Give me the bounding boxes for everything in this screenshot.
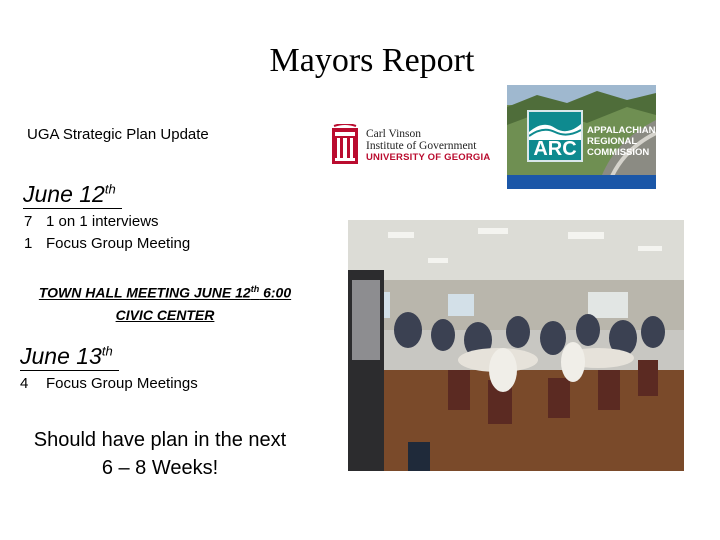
uga-line2: Institute of Government: [366, 140, 477, 152]
closing-line1: Should have plan in the next: [33, 429, 287, 451]
townhall-line1: TOWN HALL MEETING JUNE 12th 6:00: [38, 284, 292, 301]
june12-date-sup: th: [104, 181, 116, 197]
june12-date-main: June 12: [23, 181, 105, 207]
june12-item-1: 7 1 on 1 interviews: [24, 213, 159, 230]
arc-logo: [507, 85, 656, 189]
june13-date: [20, 343, 119, 370]
arc-wave-icon: [529, 112, 581, 140]
arc-name: [587, 125, 655, 158]
slide-title: Mayors Report: [269, 42, 475, 79]
june12-item-2: 1 Focus Group Meeting: [24, 235, 191, 252]
arc-name-line3: COMMISSION: [587, 147, 650, 158]
arc-name-line1: APPALACHIAN: [587, 125, 656, 136]
june13-item-1: 4 Focus Group Meetings: [20, 375, 198, 392]
uga-arch-icon: [330, 124, 360, 166]
meeting-room-illustration: [348, 220, 684, 471]
uga-logo-text: [366, 128, 490, 164]
arc-band: [507, 175, 656, 189]
june13-date-main: June 13: [20, 343, 102, 369]
uga-line3: UNIVERSITY OF GEORGIA: [366, 152, 491, 163]
closing-line2: 6 – 8 Weeks!: [101, 457, 219, 479]
townhall-announcement: [0, 278, 330, 326]
meeting-photo: [348, 220, 684, 471]
uga-update-heading: UGA Strategic Plan Update: [27, 126, 209, 143]
closing-statement: [0, 426, 320, 482]
june13-date-sup: th: [101, 343, 113, 359]
june12-date: [23, 181, 122, 208]
uga-line1: Carl Vinson: [366, 128, 422, 140]
arc-letters: ARC: [533, 138, 577, 160]
townhall-line2: CIVIC CENTER: [115, 306, 215, 323]
arc-name-line2: REGIONAL: [587, 136, 638, 147]
